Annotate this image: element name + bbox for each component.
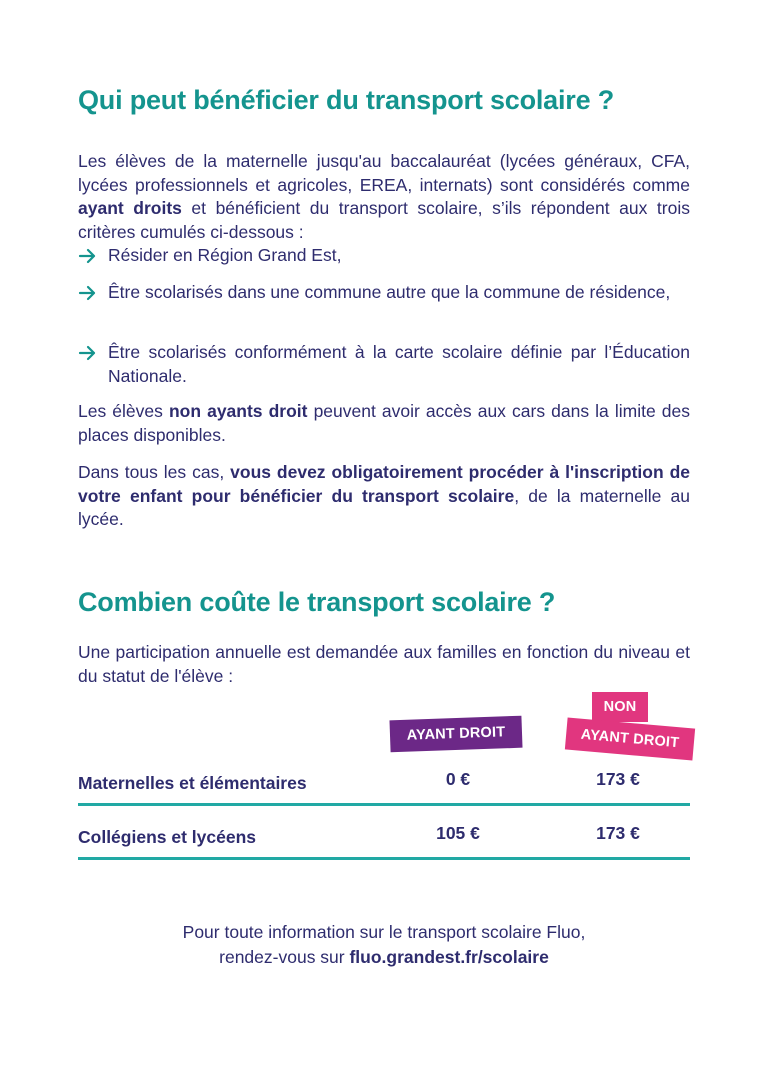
- eligibility-intro: [78, 150, 690, 244]
- section-title-cost: Combien coûte le transport scolaire ?: [78, 587, 556, 617]
- price-row: [78, 769, 690, 799]
- row-label: Collégiens et lycéens: [78, 827, 256, 847]
- criterion-text: Être scolarisés conformément à la carte scolaire définie par l’Éducation Nationale.: [108, 342, 690, 386]
- registration-bold: vous devez obligatoirement procéder à l'inscription de votre enfant pour bénéficier du transport scolaire: [78, 462, 690, 506]
- non-ayant-paragraph: [78, 400, 690, 447]
- non-ayant-text-1: Les élèves: [78, 401, 169, 421]
- criterion-text: Être scolarisés dans une commune autre que la commune de résidence,: [108, 282, 671, 302]
- arrow-right-icon: [78, 281, 98, 304]
- section-title-eligibility: Qui peut bénéficier du transport scolaire ?: [78, 85, 615, 115]
- price-ayant-droit: 0 €: [445, 769, 471, 789]
- footer-link[interactable]: fluo.grandest.fr/scolaire: [349, 947, 549, 967]
- cost-intro: Une participation annuelle est demandée aux familles en fonction du niveau et du statut de l'élève :: [78, 642, 690, 686]
- price-ayant-droit: 105 €: [436, 823, 480, 843]
- row-divider: [78, 857, 690, 860]
- badge-non-ayant-droit: AYANT DROIT: [565, 717, 695, 760]
- footer-info: [78, 920, 690, 970]
- intro-text-1: Les élèves de la maternelle jusqu'au baccalauréat (lycées généraux, CFA, lycées professionnels et agricoles, EREA, internats) sont considérés comme: [78, 151, 690, 195]
- intro-bold: ayant droits: [78, 198, 182, 218]
- non-ayant-bold: non ayants droit: [168, 401, 308, 421]
- footer-line-1: Pour toute information sur le transport scolaire Fluo,: [182, 922, 586, 942]
- arrow-right-icon: [78, 341, 98, 364]
- criterion-item: [78, 281, 690, 305]
- registration-paragraph: [78, 461, 690, 532]
- badge-non: NON: [592, 692, 648, 722]
- criterion-item: [78, 341, 690, 388]
- registration-text-1: Dans tous les cas,: [78, 462, 231, 482]
- row-divider: [78, 803, 690, 806]
- criterion-text: Résider en Région Grand Est,: [108, 245, 342, 265]
- arrow-right-icon: [78, 244, 98, 267]
- registration-text-2: , de la maternelle au lycée.: [78, 485, 690, 529]
- price-non-ayant-droit: 173 €: [596, 769, 640, 789]
- footer-line-2: [78, 945, 690, 970]
- intro-text-2: et bénéficient du transport scolaire, s’ils répondent aux trois critères cumulés ci-dessous :: [78, 198, 690, 242]
- price-non-ayant-droit: 173 €: [596, 823, 640, 843]
- non-ayant-text-2: peuvent avoir accès aux cars dans la limite des places disponibles.: [78, 401, 690, 445]
- price-row: [78, 823, 690, 853]
- footer-prefix: rendez-vous sur: [219, 947, 350, 967]
- row-label: Maternelles et élémentaires: [78, 773, 307, 793]
- criterion-item: [78, 244, 690, 268]
- badge-ayant-droit: AYANT DROIT: [389, 716, 522, 753]
